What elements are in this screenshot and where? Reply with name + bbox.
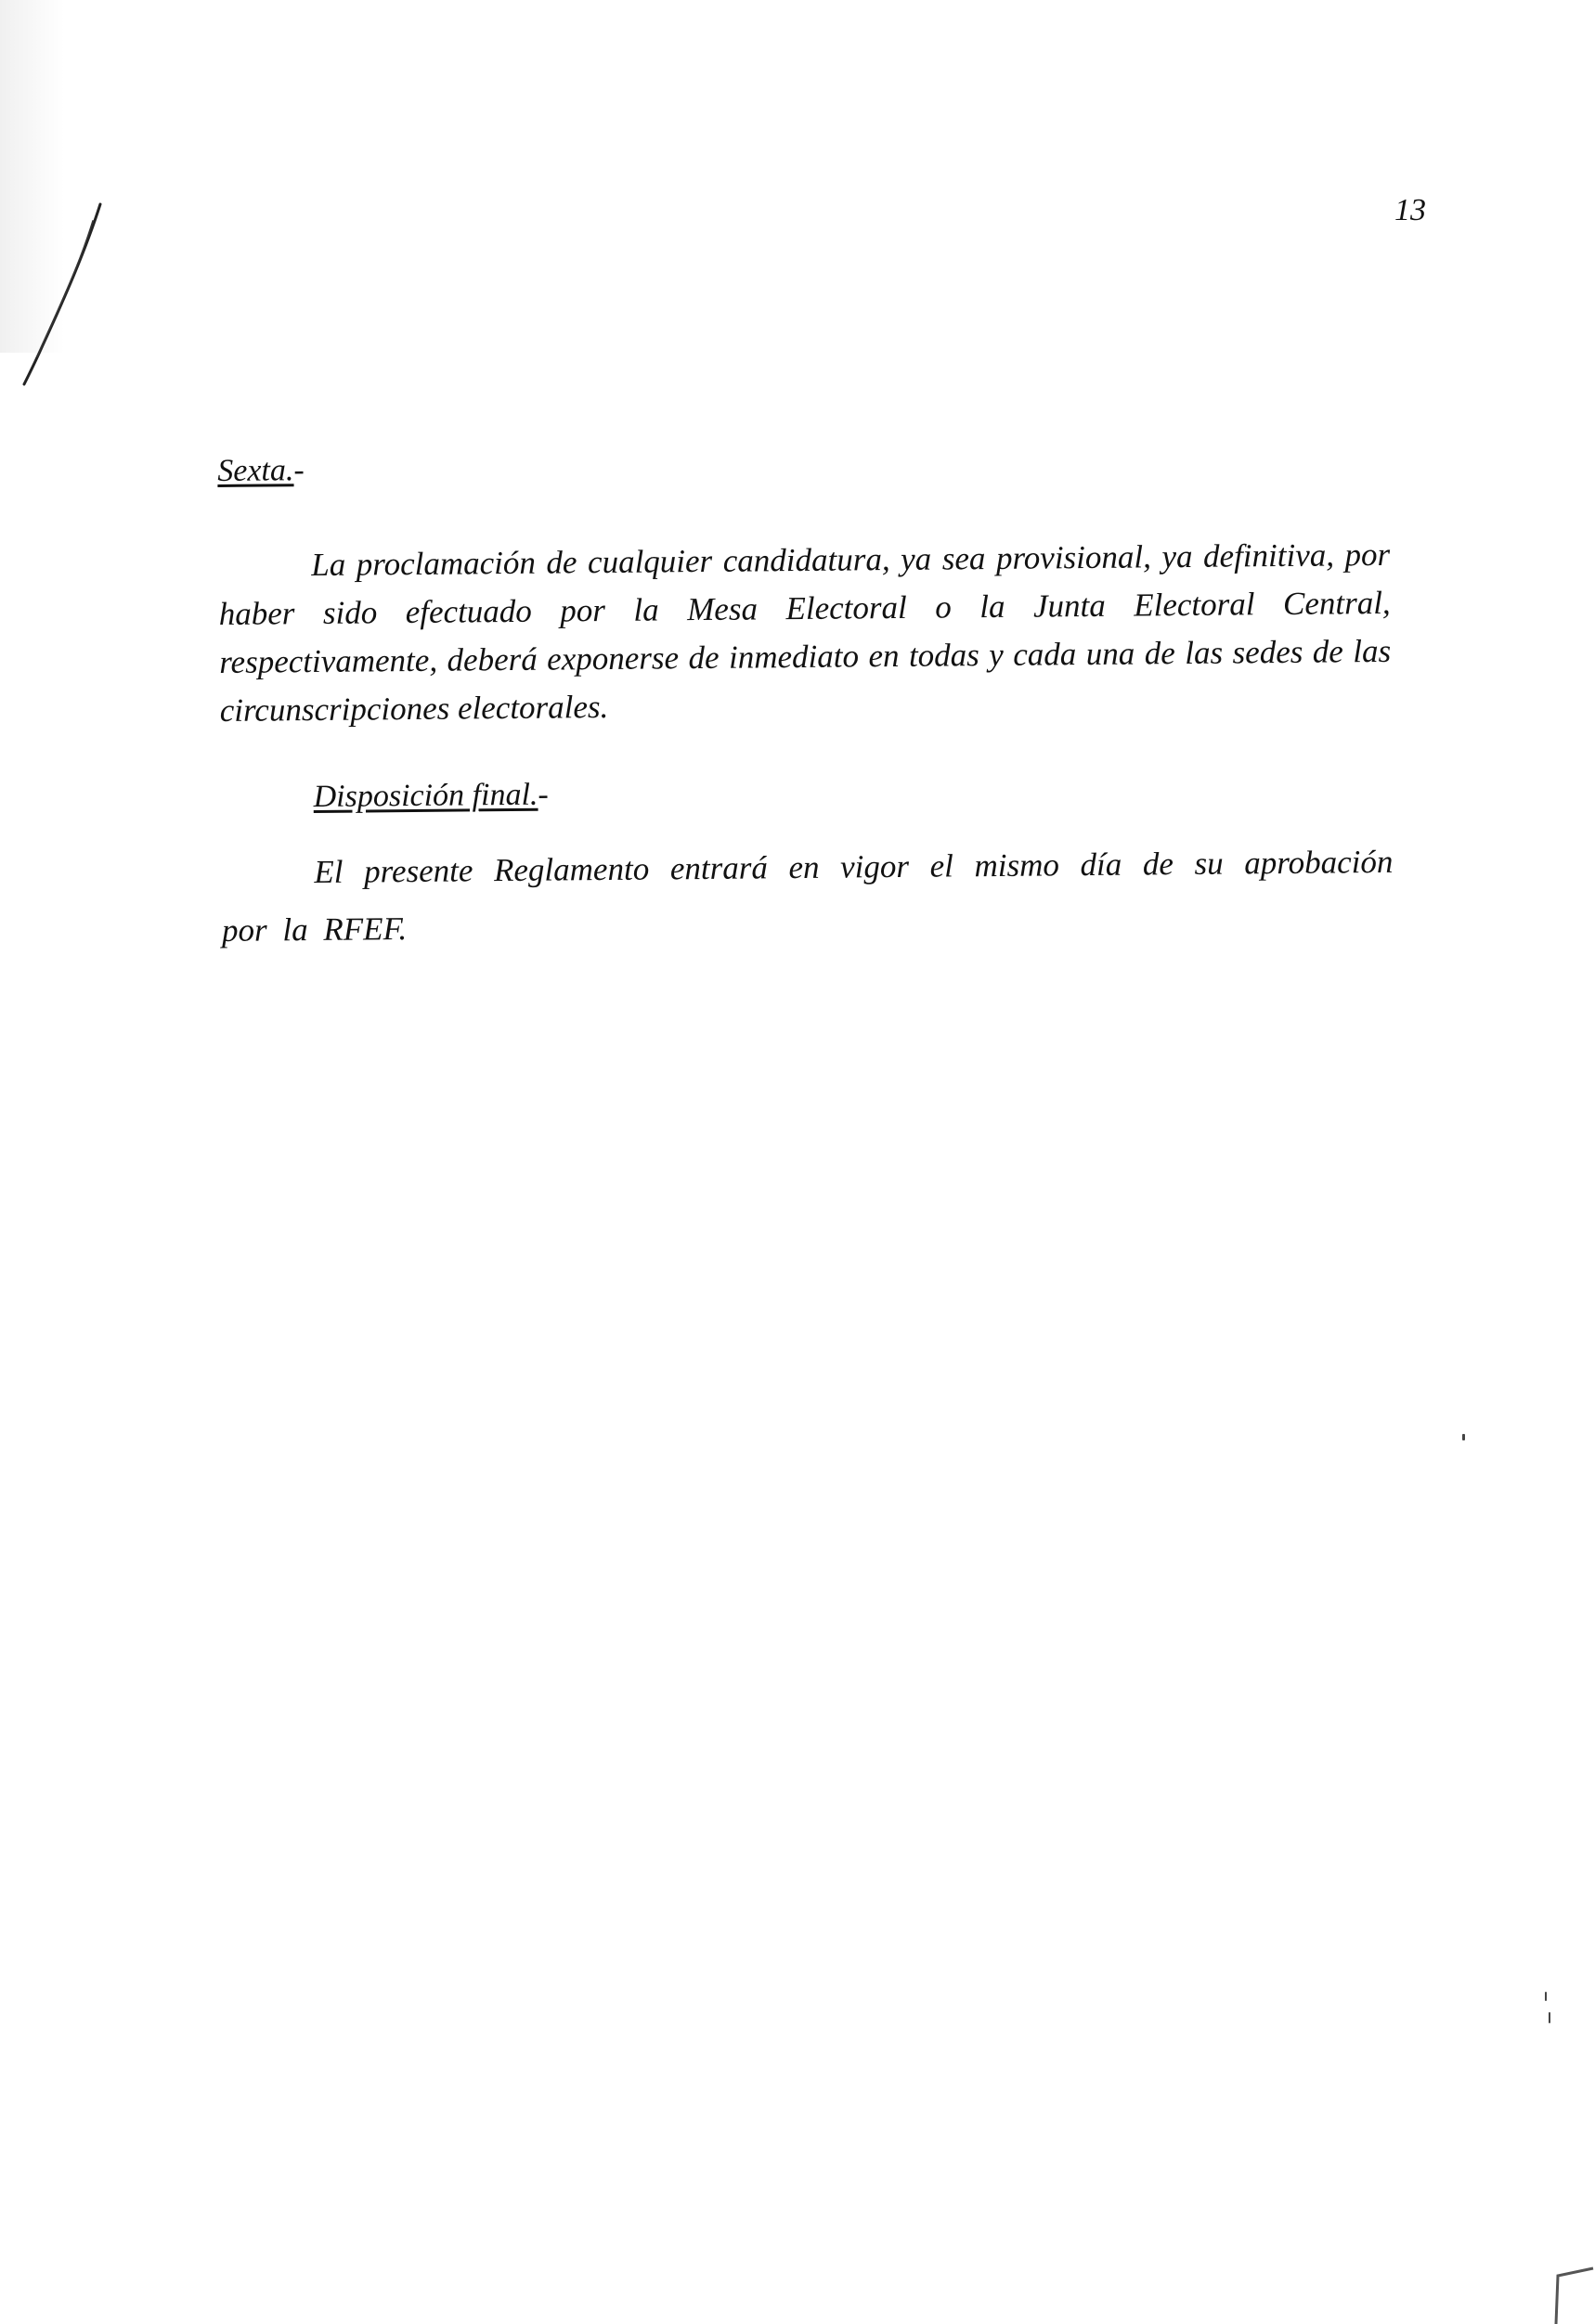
section-heading-text: Disposición final. <box>313 777 538 815</box>
document-body <box>217 434 1394 960</box>
section-heading-text: Sexta. <box>217 453 294 488</box>
corner-scan-mark <box>1549 2265 1595 2324</box>
page-number: 13 <box>1394 193 1426 227</box>
section-heading-suffix: - <box>538 777 549 812</box>
section-heading-suffix: - <box>293 453 305 488</box>
scan-speck <box>1545 1992 1547 2001</box>
paragraph-disposicion-final: El presente Reglamento entrará en vigor el mismo día de su aprobación por la RFEF. <box>221 843 1394 949</box>
scan-speck <box>1549 2012 1550 2023</box>
paragraph-sexta: La proclamación de cualquier candidatura, ya sea provisional, ya definitiva, por haber sido efectuado por la Mesa Electoral o la Junta Electoral Central, respectivamente, deberá exponerse de inmediato en todas y cada una de las sedes de las circunscripciones electorales. <box>218 536 1392 729</box>
scan-speck <box>1462 1434 1465 1440</box>
margin-pen-stroke <box>0 0 130 408</box>
